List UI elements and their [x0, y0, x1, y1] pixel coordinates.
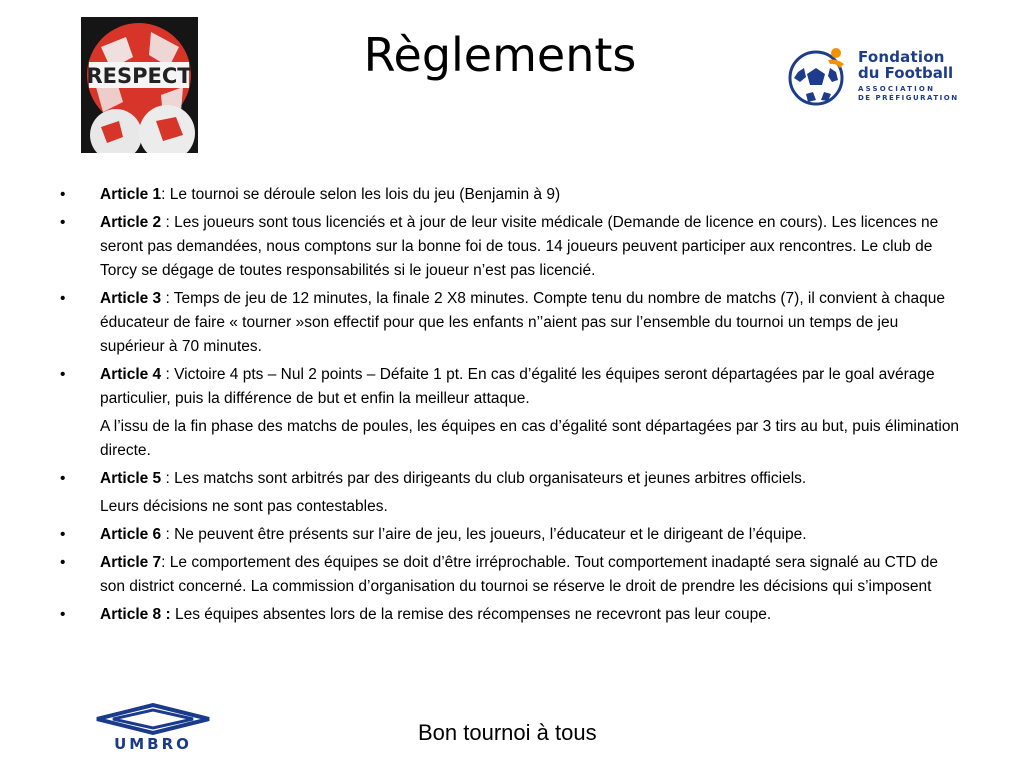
bullet: •: [60, 366, 66, 383]
article-2: [60, 211, 960, 283]
article-text: : Les matchs sont arbitrés par des dirigeants du club organisateurs et jeunes arbitres officiels.: [161, 470, 807, 487]
fondation-du-football-logo: [786, 42, 968, 106]
fondation-name-line2: du Football: [858, 64, 954, 82]
article-7: [60, 551, 960, 599]
article-label: Article 6: [100, 526, 162, 543]
bullet: •: [60, 470, 66, 487]
ball-respect-text: RESPECT: [86, 64, 192, 88]
article-text: : Temps de jeu de 12 minutes, la finale 2 X8 minutes. Compte tenu du nombre de matchs (7), il convient à chaque éducateur de faire « tourner »son effectif pour que les enfants n’’aient pas sur l’ensemble du tournoi un temps de jeu supérieur à 70 minutes.: [100, 290, 945, 355]
article-4-continuation: A l’issu de la fin phase des matchs de poules, les équipes en cas d’égalité sont départagées par 3 tirs au but, puis élimination directe.: [100, 418, 960, 459]
umbro-wordmark: UMBRO: [114, 735, 192, 751]
article-1: [60, 183, 960, 207]
article-text: : Le tournoi se déroule selon les lois du jeu (Benjamin à 9): [161, 186, 561, 203]
article-8: [60, 603, 960, 627]
umbro-logo: [95, 703, 211, 751]
bullet: •: [60, 290, 66, 307]
page-title: Règlements: [363, 28, 637, 82]
fondation-name-line3: ASSOCIATION: [858, 85, 936, 93]
ball-icon: [81, 17, 198, 153]
article-5: [60, 467, 960, 491]
footer-message: Bon tournoi à tous: [418, 720, 597, 745]
bullet: •: [60, 214, 66, 231]
article-label: Article 5: [100, 470, 162, 487]
article-text: : Les joueurs sont tous licenciés et à jour de leur visite médicale (Demande de licence en cours). Les licences ne seront pas demandées, nous comptons sur la bonne foi de tous. 14 joueurs peuvent participer aux rencontres. Le club de Torcy se dégage de toutes responsabilités si le joueur n’est pas licencié.: [100, 214, 939, 279]
fondation-name-line1: Fondation: [858, 48, 945, 66]
football-icon: [786, 42, 850, 106]
article-label: Article 3: [100, 290, 162, 307]
article-text: Les équipes absentes lors de la remise des récompenses ne recevront pas leur coupe.: [170, 606, 772, 623]
article-5-continuation: Leurs décisions ne sont pas contestables.: [100, 498, 388, 515]
article-label: Article 2: [100, 214, 162, 231]
article-label: Article 1: [100, 186, 162, 203]
umbro-diamond-icon: [95, 703, 211, 751]
fondation-name-line4: DE PRÉFIGURATION: [858, 94, 959, 102]
respect-ball-logo: [81, 17, 198, 153]
article-3: [60, 287, 960, 359]
bullet: •: [60, 526, 66, 543]
article-text: : Ne peuvent être présents sur l’aire de jeu, les joueurs, l’éducateur et le dirigeant de l’équipe.: [161, 526, 807, 543]
article-label: Article 8 :: [100, 606, 171, 623]
article-text: : Le comportement des équipes se doit d’être irréprochable. Tout comportement inadapté sera signalé au CTD de son district concerné. La commission d’organisation du tournoi se réserve le droit de prendre les décisions qui s’imposent: [100, 554, 939, 595]
bullet: •: [60, 554, 66, 571]
article-text: : Victoire 4 pts – Nul 2 points – Défaite 1 pt. En cas d’égalité les équipes seront départagées par le goal avérage particulier, puis la différence de but et enfin la meilleur attaque.: [100, 366, 935, 407]
articles-list: [60, 183, 960, 631]
article-4: [60, 363, 960, 411]
bullet: •: [60, 606, 66, 623]
article-6: [60, 523, 960, 547]
article-label: Article 7: [100, 554, 162, 571]
article-label: Article 4: [100, 366, 162, 383]
bullet: •: [60, 186, 66, 203]
